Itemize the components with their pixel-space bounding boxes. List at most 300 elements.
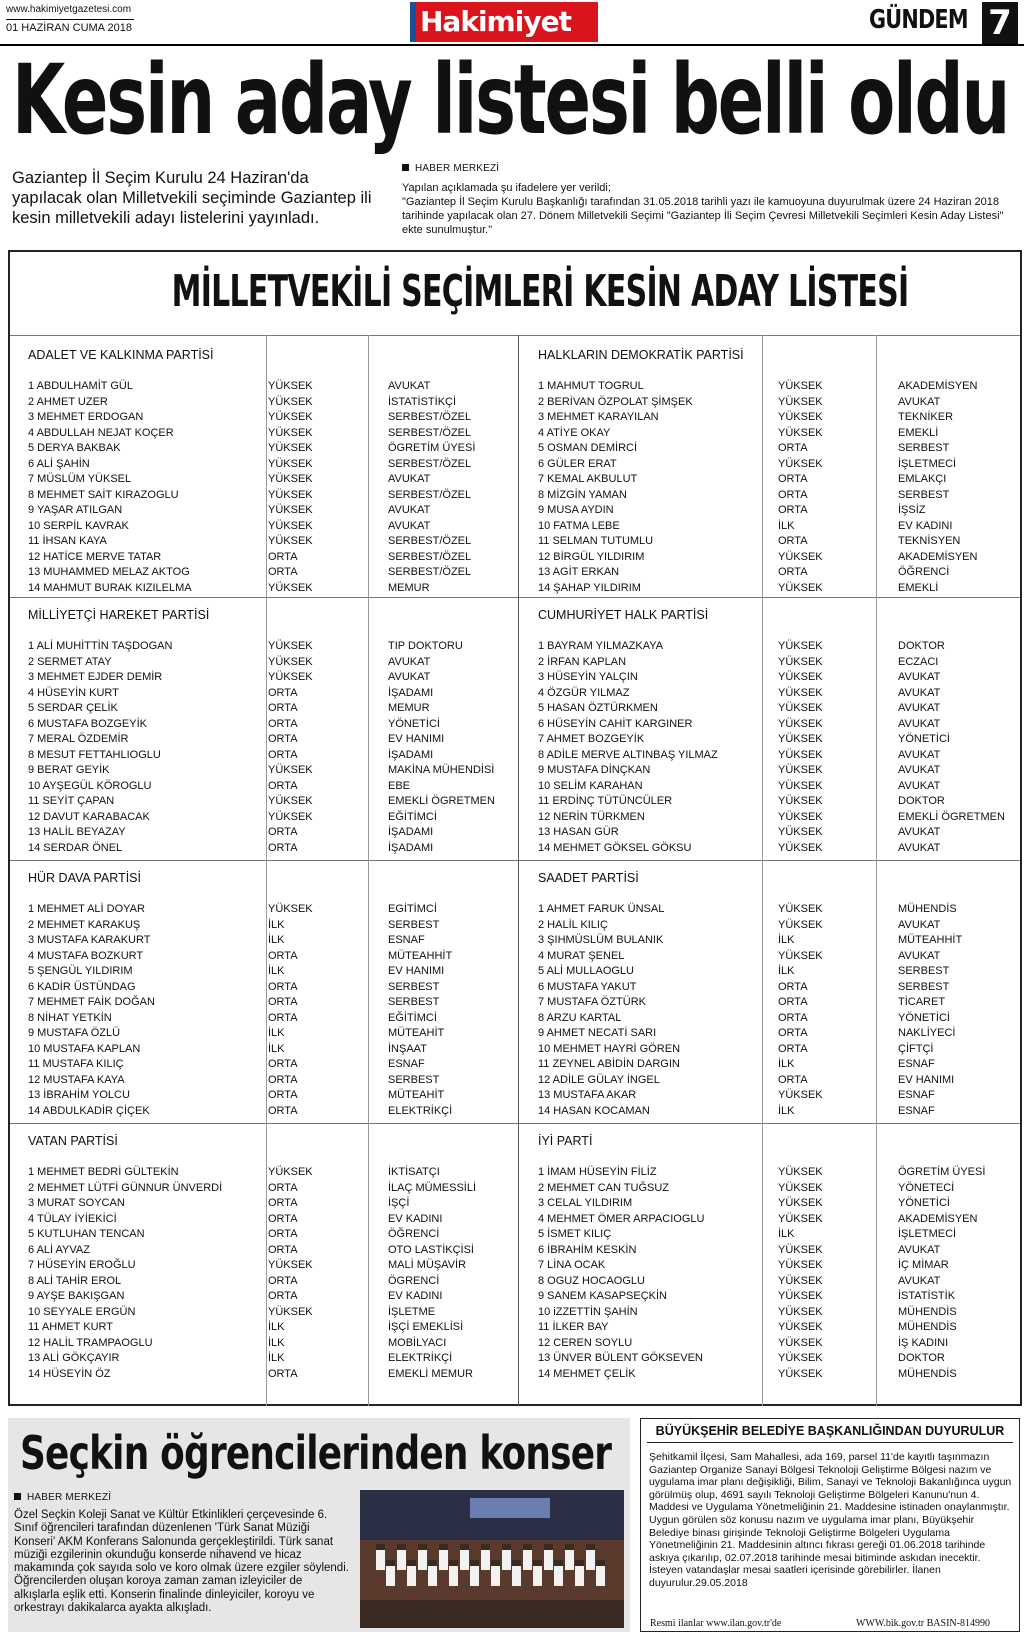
- profession: MÜHENDİS: [898, 1321, 957, 1333]
- education-level: YÜKSEK: [778, 671, 823, 683]
- profession: İŞADAMI: [388, 686, 434, 699]
- candidate-name: 7 HÜSEYİN EROĞLU: [28, 1259, 136, 1271]
- profession: İŞADAMI: [388, 748, 434, 761]
- profession: SERBEST/ÖZEL: [388, 411, 472, 423]
- candidate-row: [28, 457, 508, 473]
- candidate-row: [28, 488, 508, 504]
- education-level: ORTA: [268, 748, 298, 761]
- candidate-row: [538, 686, 1018, 702]
- candidate-row: [28, 379, 508, 395]
- candidate-name: 9 MUSA AYDIN: [538, 504, 614, 516]
- education-level: YÜKSEK: [778, 1305, 823, 1318]
- education-level: İLK: [268, 1336, 285, 1349]
- candidate-name: 7 AHMET BOZGEYİK: [538, 733, 645, 745]
- candidate-name: 8 OGUZ HOCAOGLU: [538, 1274, 645, 1287]
- candidate-name: 2 AHMET UZER: [28, 395, 108, 408]
- profession: ECZACI: [898, 655, 939, 668]
- main-headline: Kesin aday listesi belli oldu: [12, 44, 1009, 156]
- candidate-name: 12 NERİN TÜRKMEN: [538, 810, 645, 823]
- candidate-row: [538, 379, 1018, 395]
- education-level: ORTA: [268, 1228, 298, 1240]
- profession: İŞÇİ: [388, 1197, 410, 1209]
- profession: AVUKAT: [388, 655, 431, 668]
- candidate-row: [28, 441, 508, 457]
- education-level: ORTA: [778, 1027, 808, 1039]
- candidate-rows: [28, 902, 508, 1119]
- choir-member: [512, 1560, 521, 1586]
- candidate-row: [538, 748, 1018, 764]
- candidate-row: [28, 426, 508, 442]
- lead-line-2: "Gaziantep İl Seçim Kurulu Başkanlığı tarafından 31.05.2018 tarihli yazı ile kamuoyuna duyurulmak üzere 24 Haziran 2018 tarihinde yapılacak olan 27. Dönem Milletvekili Seçimi "Gaziantep İli Seçim Çevresi Milletvekili Seçimleri Kesin Aday Listesi" ekte sunulmuştur.": [402, 196, 1004, 236]
- candidate-row: [538, 918, 1018, 934]
- candidate-name: 3 MUSTAFA KARAKURT: [28, 934, 151, 946]
- page-header: [0, 0, 1024, 46]
- profession: SERBEST/ÖZEL: [388, 566, 472, 578]
- candidate-name: 11 İHSAN KAYA: [28, 535, 107, 547]
- candidate-name: 4 MEHMET ÖMER ARPACIOGLU: [538, 1212, 705, 1225]
- education-level: ORTA: [778, 1042, 808, 1055]
- education-level: YÜKSEK: [268, 1166, 313, 1178]
- education-level: YÜKSEK: [778, 1367, 823, 1380]
- candidate-row: [28, 686, 508, 702]
- education-level: ORTA: [268, 980, 298, 993]
- candidate-row: [28, 1351, 508, 1367]
- candidate-row: [538, 949, 1018, 965]
- candidate-name: 5 OSMAN DEMİRCİ: [538, 442, 638, 454]
- notice-paragraph-1: Şehitkamil İlçesi, Sam Mahallesi, ada 169, parsel 11'de kayıtlı taşınmazın Gaziantep Organize Sanayi Bölgesi Teknoloji Geliştirme Bölgesi nazım ve uygulama imar planı değişikliği, Bilim, Sanayi ve Teknoloji Bakanlığınca uygun görülmüş olup, 4691 sayılı Teknoloji Geliştirme Bölgeleri Kanunu'nun 4. Maddesi ve Uygulama Yönetmeliğinin 21. Maddesine istinaden onaylanmıştır.: [649, 1451, 1012, 1514]
- candidate-name: 7 MÜSLÜM YÜKSEL: [28, 473, 132, 485]
- candidate-row: [538, 410, 1018, 426]
- profession: MOBİLYACI: [388, 1336, 447, 1349]
- candidate-name: 12 BİRGÜL YILDIRIM: [538, 550, 645, 563]
- candidate-row: [538, 565, 1018, 581]
- candidate-name: 1 ABDULHAMİT GÜL: [28, 380, 133, 392]
- candidate-row: [538, 426, 1018, 442]
- candidate-row: [28, 670, 508, 686]
- candidate-name: 14 HASAN KOCAMAN: [538, 1104, 650, 1117]
- profession: EGİTİMCİ: [388, 903, 437, 915]
- candidate-name: 5 HASAN ÖZTÜRKMEN: [538, 702, 658, 714]
- profession: AVUKAT: [898, 949, 941, 962]
- education-level: YÜKSEK: [778, 457, 823, 470]
- candidate-row: [28, 933, 508, 949]
- profession: MÜTEAHİT: [388, 1027, 445, 1039]
- candidate-name: 9 YAŞAR ATILGAN: [28, 504, 123, 516]
- profession: AVUKAT: [898, 748, 941, 761]
- candidate-row: [28, 410, 508, 426]
- education-level: YÜKSEK: [778, 903, 823, 915]
- candidate-row: [538, 1367, 1018, 1383]
- profession: AVUKAT: [898, 779, 941, 792]
- candidate-row: [538, 1305, 1018, 1321]
- education-level: İLK: [268, 1027, 285, 1039]
- candidate-name: 4 ÖZGÜR YILMAZ: [538, 686, 630, 699]
- candidate-row: [538, 1057, 1018, 1073]
- profession: AKADEMİSYEN: [898, 550, 978, 563]
- profession: AVUKAT: [898, 717, 941, 730]
- candidate-name: 3 MURAT SOYCAN: [28, 1197, 125, 1209]
- candidate-row: [538, 732, 1018, 748]
- candidate-row: [538, 1165, 1018, 1181]
- candidate-row: [28, 395, 508, 411]
- candidate-name: 13 HASAN GÜR: [538, 826, 619, 838]
- education-level: YÜKSEK: [268, 655, 313, 668]
- education-level: YÜKSEK: [778, 1274, 823, 1287]
- education-level: YÜKSEK: [778, 1321, 823, 1333]
- separator: [10, 597, 1020, 598]
- candidate-row: [538, 841, 1018, 857]
- candidate-name: 8 NİHAT YETKİN: [28, 1011, 112, 1024]
- candidate-name: 11 SELMAN TUTUMLU: [538, 535, 654, 547]
- education-level: İLK: [778, 519, 795, 532]
- profession: MAKİNA MÜHENDİSİ: [388, 764, 495, 776]
- candidate-name: 2 MEHMET LÜTFİ GÜNNUR ÜNVERDİ: [28, 1181, 223, 1194]
- candidate-name: 5 SERDAR ÇELİK: [28, 702, 118, 714]
- education-level: YÜKSEK: [778, 1336, 823, 1349]
- education-level: YÜKSEK: [268, 795, 313, 807]
- candidate-row: [28, 949, 508, 965]
- candidate-name: 7 MEHMET FAİK DOĞAN: [28, 996, 155, 1008]
- profession: EMLAKÇI: [898, 473, 947, 485]
- candidate-row: [538, 1104, 1018, 1120]
- candidate-row: [538, 1243, 1018, 1259]
- education-level: YÜKSEK: [268, 671, 313, 683]
- profession: EBE: [388, 779, 411, 792]
- candidate-row: [28, 472, 508, 488]
- candidate-name: 4 ATİYE OKAY: [538, 426, 611, 439]
- candidate-name: 6 ALİ ŞAHİN: [28, 457, 90, 470]
- candidate-row: [28, 655, 508, 671]
- education-level: YÜKSEK: [268, 903, 313, 915]
- education-level: ORTA: [268, 1197, 298, 1209]
- candidate-row: [28, 1181, 508, 1197]
- education-level: ORTA: [778, 566, 808, 578]
- candidate-row: [28, 1026, 508, 1042]
- profession: EMEKLİ: [898, 426, 939, 439]
- candidate-name: 8 ADİLE MERVE ALTINBAŞ YILMAZ: [538, 748, 718, 761]
- education-level: ORTA: [268, 1274, 298, 1287]
- notice-footer-left: Resmi ilanlar www.ilan.gov.tr'de: [650, 1618, 782, 1629]
- candidate-row: [538, 655, 1018, 671]
- candidate-row: [28, 1196, 508, 1212]
- profession: AVUKAT: [898, 918, 941, 931]
- candidate-row: [28, 1367, 508, 1383]
- candidate-name: 1 MEHMET ALİ DOYAR: [28, 903, 145, 915]
- candidate-row: [28, 503, 508, 519]
- profession: ELEKTRİKÇİ: [388, 1104, 453, 1117]
- profession: SERBEST: [898, 442, 950, 454]
- profession: EV HANIMI: [388, 733, 445, 745]
- candidate-row: [538, 534, 1018, 550]
- education-level: YÜKSEK: [268, 442, 313, 454]
- candidate-name: 5 ALİ MULLAOGLU: [538, 965, 634, 977]
- candidate-name: 5 İSMET KILIÇ: [538, 1228, 612, 1240]
- candidate-name: 8 ARZU KARTAL: [538, 1011, 622, 1024]
- separator: [10, 860, 1020, 861]
- candidate-name: 10 MUSTAFA KAPLAN: [28, 1042, 141, 1055]
- profession: DOKTOR: [898, 795, 945, 807]
- profession: MÜHENDİS: [898, 903, 957, 915]
- candidate-row: [538, 472, 1018, 488]
- profession: AVUKAT: [898, 1274, 941, 1287]
- candidate-name: 7 KEMAL AKBULUT: [538, 473, 638, 485]
- education-level: YÜKSEK: [268, 426, 313, 439]
- choir-member: [376, 1544, 385, 1570]
- education-level: YÜKSEK: [268, 1259, 313, 1271]
- party-name: SAADET PARTİSİ: [538, 871, 639, 885]
- candidate-name: 6 İBRAHİM KESKİN: [538, 1243, 637, 1256]
- education-level: ORTA: [778, 535, 808, 547]
- candidate-name: 13 MUSTAFA AKAR: [538, 1089, 637, 1101]
- profession: İŞSİZ: [898, 504, 926, 516]
- candidate-row: [538, 779, 1018, 795]
- candidate-row: [28, 810, 508, 826]
- candidate-row: [28, 794, 508, 810]
- profession: AVUKAT: [388, 671, 431, 683]
- profession: AKADEMİSYEN: [898, 380, 978, 392]
- candidate-row: [28, 748, 508, 764]
- education-level: ORTA: [268, 826, 298, 838]
- education-level: İLK: [268, 1352, 285, 1364]
- newspaper-logo: [410, 2, 598, 42]
- candidate-name: 10 SERPİL KAVRAK: [28, 519, 129, 532]
- candidate-row: [28, 1227, 508, 1243]
- article-deck: Gaziantep İl Seçim Kurulu 24 Haziran'da yapılacak olan Milletvekili seçiminde Gaziantep ili kesin milletvekili adayı listelerini yayınladı.: [12, 169, 372, 227]
- choir-member: [565, 1544, 574, 1570]
- candidate-name: 9 MUSTAFA ÖZLÜ: [28, 1027, 121, 1039]
- candidate-rows: [538, 379, 1018, 596]
- education-level: YÜKSEK: [778, 949, 823, 962]
- candidate-row: [538, 441, 1018, 457]
- logo-text: Hakimiyet: [420, 5, 571, 38]
- candidate-name: 6 ALİ AYVAZ: [28, 1243, 90, 1256]
- education-level: YÜKSEK: [268, 411, 313, 423]
- education-level: YÜKSEK: [778, 1243, 823, 1256]
- profession: SERBEST: [388, 918, 440, 931]
- candidate-rows: [538, 1165, 1018, 1382]
- candidate-row: [28, 565, 508, 581]
- candidate-row: [28, 1274, 508, 1290]
- profession: EV KADINI: [898, 519, 953, 532]
- candidate-name: 2 İRFAN KAPLAN: [538, 655, 627, 668]
- candidate-rows: [28, 1165, 508, 1382]
- profession: SERBEST: [388, 996, 440, 1008]
- candidate-row: [538, 639, 1018, 655]
- candidate-name: 11 AHMET KURT: [28, 1321, 113, 1333]
- candidate-name: 14 SERDAR ÖNEL: [28, 841, 123, 854]
- profession: İÇ MİMAR: [898, 1259, 949, 1271]
- education-level: YÜKSEK: [778, 779, 823, 792]
- profession: MÜTEAHİT: [388, 1089, 445, 1101]
- profession: ÖĞRENCİ: [388, 1228, 440, 1240]
- education-level: İLK: [778, 934, 795, 946]
- profession: AVUKAT: [898, 826, 941, 838]
- profession: SERBEST/ÖZEL: [388, 535, 472, 547]
- candidate-name: 6 HÜSEYİN CAHİT KARGINER: [538, 717, 693, 730]
- candidate-name: 13 İBRAHİM YOLCU: [28, 1089, 130, 1101]
- profession: İŞÇİ EMEKLİSİ: [388, 1321, 464, 1333]
- candidate-row: [28, 1212, 508, 1228]
- profession: İŞLETME: [388, 1305, 436, 1318]
- education-level: ORTA: [268, 841, 298, 854]
- choir-member: [586, 1544, 595, 1570]
- candidate-row: [28, 1258, 508, 1274]
- candidate-name: 14 MEHMET ÇELİK: [538, 1367, 636, 1380]
- candidate-row: [538, 395, 1018, 411]
- education-level: YÜKSEK: [778, 640, 823, 652]
- education-level: YÜKSEK: [778, 702, 823, 714]
- education-level: ORTA: [268, 702, 298, 714]
- choir-member: [554, 1560, 563, 1586]
- profession: AVUKAT: [388, 380, 431, 392]
- education-level: YÜKSEK: [268, 504, 313, 516]
- candidate-row: [28, 717, 508, 733]
- candidate-row: [538, 825, 1018, 841]
- candidate-list-box: [8, 250, 1022, 1406]
- profession: SERBEST/ÖZEL: [388, 550, 472, 563]
- education-level: ORTA: [268, 1073, 298, 1086]
- education-level: ORTA: [268, 1243, 298, 1256]
- candidate-name: 10 FATMA LEBE: [538, 519, 620, 532]
- candidate-row: [28, 1104, 508, 1120]
- candidate-name: 1 MEHMET BEDRİ GÜLTEKİN: [28, 1166, 179, 1178]
- candidate-name: 5 DERYA BAKBAK: [28, 442, 121, 454]
- photo-choir: [370, 1530, 614, 1600]
- site-url[interactable]: www.hakimiyetgazetesi.com: [6, 4, 132, 15]
- profession: SERBEST: [388, 1073, 440, 1086]
- notice-body: [649, 1451, 1015, 1590]
- education-level: YÜKSEK: [778, 686, 823, 699]
- candidate-row: [28, 1305, 508, 1321]
- article-byline: [402, 163, 499, 174]
- candidate-row: [538, 794, 1018, 810]
- party-name: VATAN PARTİSİ: [28, 1134, 118, 1148]
- profession: EMEKLİ: [898, 581, 939, 594]
- party-name: MİLLİYETÇİ HAREKET PARTİSİ: [28, 608, 210, 622]
- education-level: İLK: [268, 965, 285, 977]
- candidate-name: 3 ŞIHMÜSLÜM BULANIK: [538, 934, 664, 946]
- choir-member: [460, 1544, 469, 1570]
- choir-member: [544, 1544, 553, 1570]
- candidate-row: [538, 1011, 1018, 1027]
- profession: İŞ KADINI: [898, 1336, 949, 1349]
- profession: AKADEMİSYEN: [898, 1212, 978, 1225]
- profession: SERBEST: [898, 965, 950, 977]
- candidate-name: 3 MEHMET EJDER DEMİR: [28, 671, 163, 683]
- education-level: YÜKSEK: [778, 1352, 823, 1364]
- profession: SERBEST: [388, 980, 440, 993]
- profession: AVUKAT: [898, 702, 941, 714]
- candidate-name: 12 HATİCE MERVE TATAR: [28, 550, 162, 563]
- party-name: ADALET VE KALKINMA PARTİSİ: [28, 348, 214, 362]
- candidate-row: [28, 732, 508, 748]
- education-level: YÜKSEK: [778, 581, 823, 594]
- candidate-name: 14 MEHMET GÖKSEL GÖKSU: [538, 841, 692, 854]
- candidate-name: 5 ŞENGÜL YILDIRIM: [28, 965, 133, 977]
- profession: SERBEST/ÖZEL: [388, 488, 472, 501]
- profession: ÇİFTÇİ: [898, 1042, 934, 1055]
- candidate-row: [28, 534, 508, 550]
- profession: EĞİTİMCİ: [388, 810, 437, 823]
- date-divider: [6, 19, 134, 20]
- candidate-name: 3 HÜSEYİN YALÇIN: [538, 671, 638, 683]
- choir-member: [502, 1544, 511, 1570]
- separator: [10, 335, 1020, 336]
- candidate-row: [538, 1320, 1018, 1336]
- list-title: MİLLETVEKİLİ SEÇİMLERİ KESİN ADAY LİSTESİ: [171, 266, 909, 317]
- candidate-name: 4 ABDULLAH NEJAT KOÇER: [28, 426, 174, 439]
- profession: YÖNETECİ: [898, 1181, 955, 1194]
- profession: TIP DOKTORU: [388, 640, 463, 652]
- profession: SERBEST/ÖZEL: [388, 457, 472, 470]
- party-name: İYİ PARTİ: [538, 1134, 593, 1148]
- education-level: YÜKSEK: [778, 380, 823, 392]
- candidate-name: 6 GÜLER ERAT: [538, 457, 617, 470]
- profession: AVUKAT: [898, 764, 941, 776]
- candidate-name: 11 MUSTAFA KILIÇ: [28, 1058, 124, 1070]
- profession: ESNAF: [388, 1058, 425, 1070]
- candidate-name: 11 ERDİNÇ TÜTÜNCÜLER: [538, 795, 673, 807]
- municipal-notice: [640, 1418, 1020, 1632]
- choir-member: [575, 1560, 584, 1586]
- candidate-row: [538, 1351, 1018, 1367]
- candidate-row: [538, 1026, 1018, 1042]
- profession: EMEKLİ ÖGRETMEN: [898, 810, 1005, 823]
- candidate-row: [28, 1243, 508, 1259]
- candidate-name: 9 AYŞE BAKIŞGAN: [28, 1290, 125, 1302]
- profession: EV KADINI: [388, 1290, 443, 1302]
- candidate-row: [538, 1289, 1018, 1305]
- candidate-name: 6 MUSTAFA YAKUT: [538, 980, 637, 993]
- notice-paragraph-2: Uygun görülen söz konusu nazım ve uygulama imar planı, Büyükşehir Belediye binası girişinde Teknoloji Geliştirme Bölgeleri Uygulama Yönetmeliğinin 21. Maddesinin altıncı fıkrası gereği 01.06.2018 tarihinde askıya çıkarılıp, 02.07.2018 tarihinde mesai bitiminde askıdan inecektir. İsteyen vatandaşlar mesai saatleri içerisinde görebilirler. İlanen duyurulur.29.05.2018: [649, 1513, 986, 1589]
- candidate-name: 12 CEREN SOYLU: [538, 1336, 633, 1349]
- candidate-row: [538, 1274, 1018, 1290]
- column-divider: [518, 335, 519, 1406]
- candidate-name: 1 AHMET FARUK ÜNSAL: [538, 903, 665, 915]
- choir-member: [439, 1544, 448, 1570]
- candidate-row: [538, 457, 1018, 473]
- candidate-row: [28, 1289, 508, 1305]
- education-level: ORTA: [268, 686, 298, 699]
- profession: EV HANIMI: [898, 1073, 955, 1086]
- profession: YÖNETİCİ: [388, 717, 440, 730]
- education-level: YÜKSEK: [778, 1166, 823, 1178]
- candidate-name: 13 HALİL BEYAZAY: [28, 826, 126, 838]
- profession: İŞADAMI: [388, 826, 434, 838]
- profession: AVUKAT: [898, 841, 941, 854]
- candidate-name: 6 KADİR ÜSTÜNDAG: [28, 980, 136, 993]
- profession: İNŞAAT: [388, 1042, 427, 1055]
- education-level: ORTA: [268, 779, 298, 792]
- candidate-row: [538, 1258, 1018, 1274]
- profession: ÖGRETİM ÜYESİ: [898, 1166, 986, 1178]
- profession: MÜHENDİS: [898, 1305, 957, 1318]
- profession: TEKNİKER: [898, 411, 954, 423]
- education-level: YÜKSEK: [268, 640, 313, 652]
- candidate-row: [538, 1073, 1018, 1089]
- education-level: YÜKSEK: [778, 918, 823, 931]
- education-level: ORTA: [268, 733, 298, 745]
- education-level: ORTA: [268, 1104, 298, 1117]
- profession: AVUKAT: [898, 671, 941, 683]
- candidate-row: [538, 717, 1018, 733]
- candidate-name: 2 BERİVAN ÖZPOLAT ŞİMŞEK: [538, 395, 693, 408]
- candidate-name: 12 ADİLE GÜLAY İNGEL: [538, 1073, 660, 1086]
- education-level: YÜKSEK: [778, 550, 823, 563]
- party-name: CUMHURİYET HALK PARTİSİ: [538, 608, 709, 622]
- separator: [10, 1123, 1020, 1124]
- choir-member: [428, 1560, 437, 1586]
